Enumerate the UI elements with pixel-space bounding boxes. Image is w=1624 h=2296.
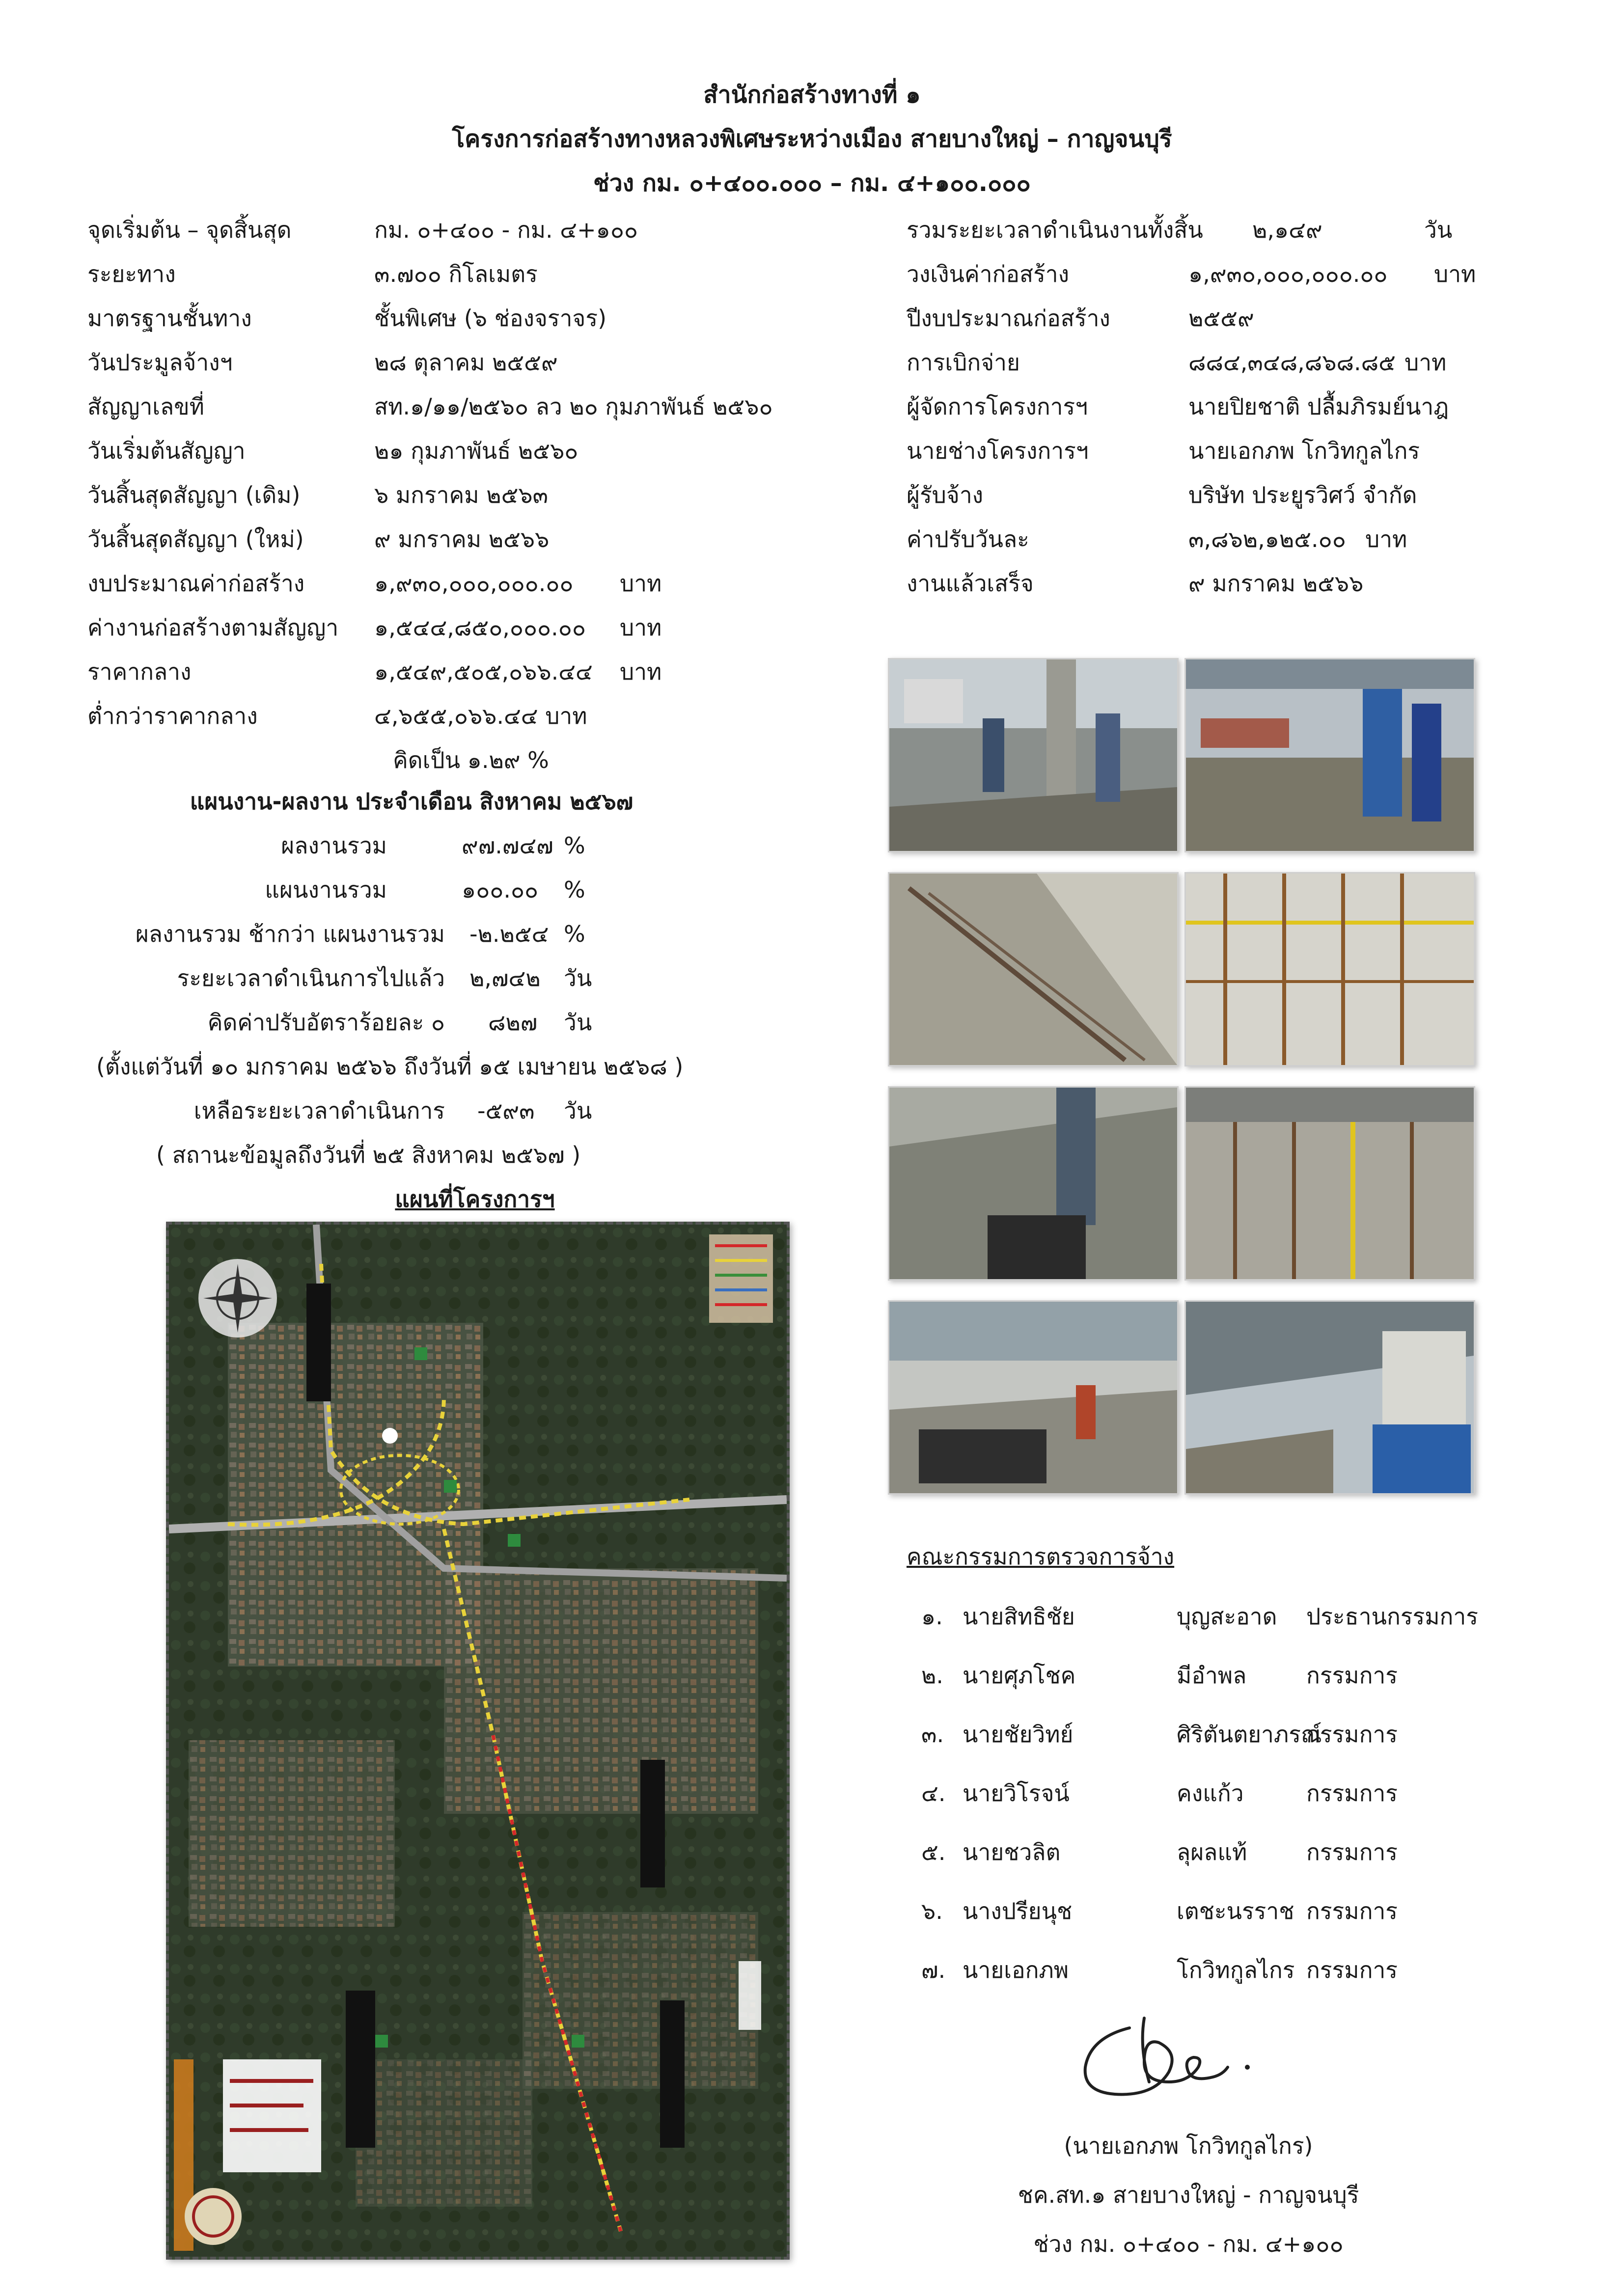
- info-label: วันเริ่มต้นสัญญา: [87, 437, 246, 464]
- committee-last-name: คงแก้ว: [1177, 1780, 1244, 1806]
- committee-role: ประธานกรรมการ: [1306, 1603, 1478, 1630]
- committee-number: ๒.: [921, 1662, 943, 1689]
- committee-number: ๔.: [921, 1780, 946, 1806]
- info-label: ปีงบประมาณก่อสร้าง: [907, 305, 1110, 331]
- info-value: ๑,๕๔๙,๕๐๕,๐๖๖.๔๔: [374, 658, 593, 685]
- committee-role: กรรมการ: [1306, 1780, 1398, 1806]
- info-value: ๓.๗๐๐ กิโลเมตร: [374, 261, 538, 287]
- progress-value: ๑๐๐.๐๐: [462, 876, 539, 903]
- info-value: ๖ มกราคม ๒๕๖๓: [374, 482, 549, 508]
- info-label: มาตรฐานชั้นทาง: [87, 305, 252, 331]
- committee-number: ๓.: [921, 1721, 944, 1748]
- info-label: วันสิ้นสุดสัญญา (ใหม่): [87, 526, 304, 552]
- progress-unit: วัน: [564, 1009, 592, 1036]
- info-label: งบประมาณค่าก่อสร้าง: [87, 570, 305, 597]
- info-label: วงเงินค่าก่อสร้าง: [907, 261, 1070, 287]
- photo-image: [1186, 874, 1474, 1065]
- committee-number: ๑.: [921, 1603, 943, 1630]
- construction-photo: [1184, 872, 1475, 1066]
- info-value: บริษัท ประยูรวิศว์ จำกัด: [1188, 482, 1417, 508]
- info-value: ๒๑ กุมภาพันธ์ ๒๕๖๐: [374, 437, 578, 464]
- photo-image: [889, 659, 1177, 851]
- info-label: สัญญาเลขที่: [87, 393, 204, 420]
- progress-value: -๒.๒๕๔: [469, 921, 549, 947]
- info-label: ค่าปรับวันละ: [907, 526, 1029, 552]
- progress-label: คิดค่าปรับอัตราร้อยละ ๐: [207, 1009, 445, 1036]
- info-unit: บาท: [1365, 526, 1407, 552]
- committee-first-name: นายสิทธิชัย: [963, 1603, 1075, 1630]
- info-value: ๔,๖๕๕,๐๖๖.๔๔ บาท: [374, 703, 587, 729]
- progress-value: ๒,๗๔๒: [469, 965, 541, 991]
- committee-first-name: นายชัยวิทย์: [963, 1721, 1073, 1748]
- progress-value: ๙๗.๗๔๗: [462, 832, 553, 859]
- info-value: ๙ มกราคม ๒๕๖๖: [374, 526, 550, 552]
- photo-image: [889, 1088, 1177, 1279]
- photo-image: [1186, 1302, 1474, 1493]
- info-label: ค่างานก่อสร้างตามสัญญา: [87, 614, 339, 641]
- info-value: ๘๘๔,๓๔๘,๘๖๘.๘๕: [1188, 349, 1396, 376]
- info-label: รวมระยะเวลาดำเนินงานทั้งสิ้น: [907, 217, 1203, 243]
- construction-photo: [888, 872, 1179, 1066]
- info-value: ๑,๙๓๐,๐๐๐,๐๐๐.๐๐: [1188, 261, 1388, 287]
- info-value: ๒๘ ตุลาคม ๒๕๕๙: [374, 349, 558, 376]
- progress-unit: %: [564, 832, 585, 859]
- committee-first-name: นายวิโรจน์: [963, 1780, 1070, 1806]
- info-value: ๓,๘๖๒,๑๒๕.๐๐: [1188, 526, 1346, 552]
- progress-label: ผลงานรวม: [281, 832, 387, 859]
- committee-last-name: ลุผลแท้: [1177, 1839, 1247, 1865]
- progress-unit: %: [564, 921, 585, 947]
- construction-photo: [888, 1086, 1179, 1281]
- info-value: นายเอกภพ โกวิทกูลไกร: [1188, 437, 1420, 464]
- committee-last-name: บุญสะอาด: [1177, 1603, 1277, 1630]
- info-value: นายปิยชาติ ปลื้มภิรมย์นาฎ: [1188, 393, 1449, 420]
- info-label: การเบิกจ่าย: [907, 349, 1020, 376]
- info-unit: วัน: [1424, 217, 1453, 243]
- info-label: นายช่างโครงการฯ: [907, 437, 1089, 464]
- committee-number: ๖.: [921, 1898, 943, 1924]
- info-value: สท.๑/๑๑/๒๕๖๐ ลว ๒๐ กุมภาพันธ์ ๒๕๖๐: [374, 393, 773, 420]
- project-title: โครงการก่อสร้างทางหลวงพิเศษระหว่างเมือง สายบางใหญ่ – กาญจนบุรี: [452, 125, 1172, 153]
- progress-label: แผนงานรวม: [265, 876, 387, 903]
- progress-label: ระยะเวลาดำเนินการไปแล้ว: [177, 965, 445, 991]
- info-label: ราคากลาง: [87, 658, 192, 685]
- photo-image: [1186, 659, 1474, 851]
- info-value: ๒,๑๔๙: [1252, 217, 1322, 243]
- construction-photo: [888, 658, 1179, 852]
- committee-last-name: โกวิทกูลไกร: [1177, 1957, 1295, 1983]
- committee-title: คณะกรรมการตรวจการจ้าง: [907, 1543, 1175, 1570]
- remaining-label: เหลือระยะเวลาดำเนินการ: [193, 1097, 445, 1124]
- photo-image: [1186, 1088, 1474, 1279]
- remaining-unit: วัน: [564, 1097, 592, 1124]
- progress-label: ผลงานรวม ช้ากว่า แผนงานรวม: [135, 921, 445, 947]
- committee-number: ๕.: [921, 1839, 946, 1865]
- committee-number: ๗.: [921, 1957, 946, 1983]
- committee-role: กรรมการ: [1306, 1662, 1398, 1689]
- info-label: จุดเริ่มต้น – จุดสิ้นสุด: [87, 217, 292, 243]
- signer-name: (นายเอกภพ โกวิทกูลไกร): [1064, 2132, 1313, 2159]
- committee-role: กรรมการ: [1306, 1721, 1398, 1748]
- progress-unit: %: [564, 876, 585, 903]
- percent-note: คิดเป็น ๑.๒๙ %: [393, 747, 549, 773]
- committee-first-name: นายเอกภพ: [963, 1957, 1069, 1983]
- map-title: แผนที่โครงการฯ: [395, 1186, 555, 1212]
- handwritten-signature: [1071, 2008, 1277, 2106]
- construction-photo: [1184, 658, 1475, 852]
- compass-icon: [198, 1259, 277, 1338]
- committee-last-name: ศิริตันตยาภรณ์: [1177, 1721, 1322, 1748]
- info-value: กม. ๐+๔๐๐ - กม. ๔+๑๐๐: [374, 217, 638, 243]
- photo-image: [889, 1302, 1177, 1493]
- info-label: ต่ำกว่าราคากลาง: [87, 703, 258, 729]
- info-unit: บาท: [1404, 349, 1447, 376]
- info-label: วันประมูลจ้างฯ: [87, 349, 233, 376]
- committee-first-name: นางปรียนุช: [963, 1898, 1073, 1924]
- construction-photo: [1184, 1086, 1475, 1281]
- info-value: ชั้นพิเศษ (๖ ช่องจราจร): [374, 305, 607, 331]
- progress-value: ๘๒๗: [488, 1009, 538, 1036]
- info-unit: บาท: [1434, 261, 1476, 287]
- info-value: ๑,๕๔๔,๘๕๐,๐๐๐.๐๐: [374, 614, 586, 641]
- satellite-map-image: [169, 1225, 787, 2257]
- committee-role: กรรมการ: [1306, 1957, 1398, 1983]
- office-title: สำนักก่อสร้างทางที่ ๑: [703, 81, 921, 109]
- project-map: [166, 1222, 790, 2260]
- signer-position: ชค.สท.๑ สายบางใหญ่ - กาญจนบุรี: [1018, 2182, 1359, 2208]
- info-label: งานแล้วเสร็จ: [907, 570, 1034, 597]
- fine-period: (ตั้งแต่วันที่ ๑๐ มกราคม ๒๕๖๖ ถึงวันที่ ๑๕ เมษายน ๒๕๖๘ ): [96, 1053, 684, 1080]
- construction-photo: [1184, 1300, 1475, 1495]
- progress-title: แผนงาน-ผลงาน ประจำเดือน สิงหาคม ๒๕๖๗: [190, 788, 633, 815]
- info-label: ผู้จัดการโครงการฯ: [907, 393, 1088, 420]
- info-label: วันสิ้นสุดสัญญา (เดิม): [87, 482, 301, 508]
- info-value: ๑,๙๓๐,๐๐๐,๐๐๐.๐๐: [374, 570, 574, 597]
- info-unit: บาท: [620, 658, 662, 685]
- info-value: ๙ มกราคม ๒๕๖๖: [1188, 570, 1364, 597]
- remaining-value: -๕๙๓: [477, 1097, 535, 1124]
- committee-last-name: มีอำพล: [1177, 1662, 1247, 1689]
- committee-last-name: เตชะนรราช: [1177, 1898, 1294, 1924]
- info-label: ผู้รับจ้าง: [907, 482, 984, 508]
- construction-photo: [888, 1300, 1179, 1495]
- info-unit: บาท: [620, 570, 662, 597]
- committee-role: กรรมการ: [1306, 1839, 1398, 1865]
- info-unit: บาท: [620, 614, 662, 641]
- info-label: ระยะทาง: [87, 261, 176, 287]
- progress-unit: วัน: [564, 965, 592, 991]
- photo-image: [889, 874, 1177, 1065]
- project-section: ช่วง กม. ๐+๔๐๐.๐๐๐ – กม. ๔+๑๐๐.๐๐๐: [593, 169, 1031, 197]
- signer-section: ช่วง กม. ๐+๔๐๐ - กม. ๔+๑๐๐: [1033, 2231, 1344, 2257]
- committee-first-name: นายชวลิต: [963, 1839, 1061, 1865]
- info-value: ๒๕๕๙: [1188, 305, 1254, 331]
- status-date: ( สถานะข้อมูลถึงวันที่ ๒๕ สิงหาคม ๒๕๖๗ ): [156, 1142, 581, 1168]
- committee-role: กรรมการ: [1306, 1898, 1398, 1924]
- committee-first-name: นายศุภโชค: [963, 1662, 1076, 1689]
